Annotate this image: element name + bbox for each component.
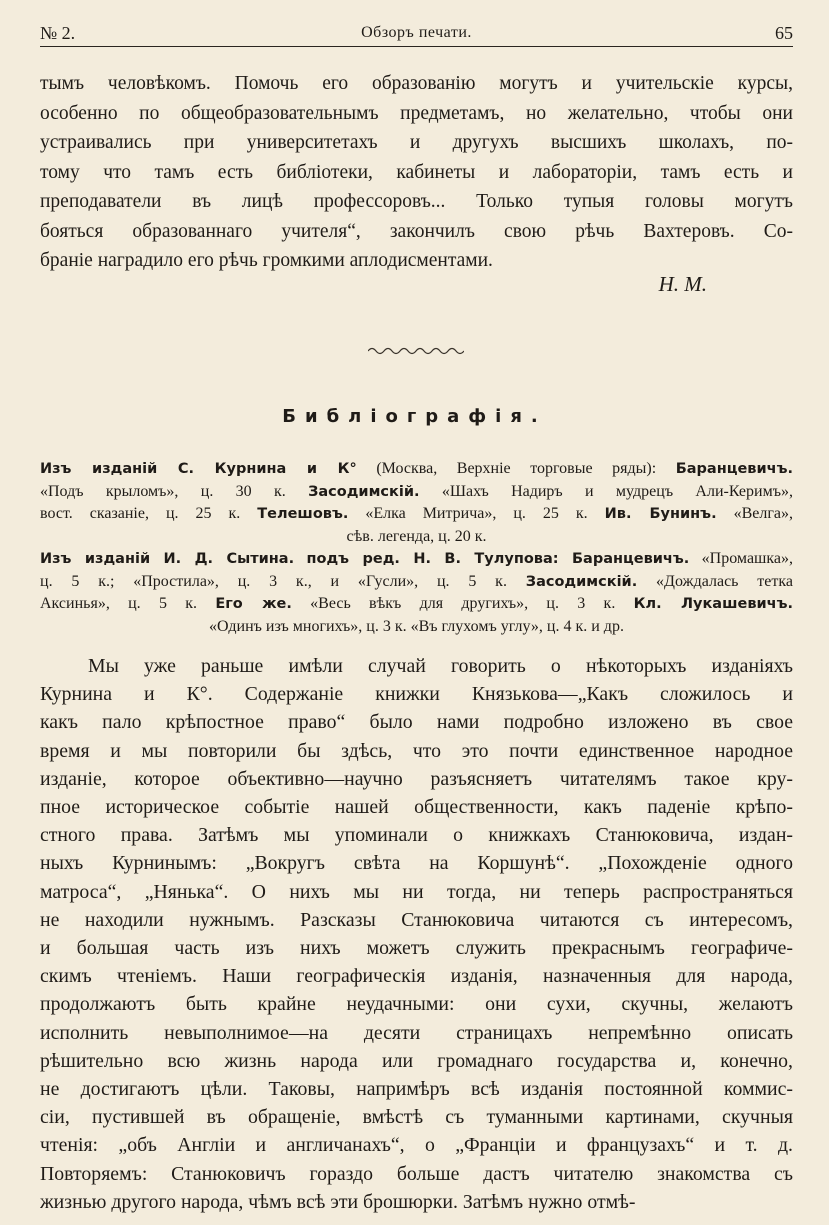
running-head [40, 18, 793, 48]
author-name: подъ ред. Н. В. Тулупова: Баранцевичъ. [306, 551, 690, 567]
text-line: не находили нужнымъ. Разсказы Станюковича читаются съ интересомъ, [40, 908, 793, 931]
entry-text: «Весь вѣкъ для другихъ», ц. 3 к. [291, 595, 634, 612]
author-name: Засодимскій. [308, 483, 420, 500]
author-name: Засодимскій. [525, 573, 638, 590]
entry-text: «Промашка», [689, 550, 793, 567]
entry-text: «Шахъ Надиръ и мудрецъ Али-Керимъ», [419, 482, 793, 500]
main-paragraph [40, 652, 793, 1216]
author-name: Телешовъ. [257, 506, 349, 522]
signature: Н. М. [658, 272, 707, 296]
bibliography-line [40, 548, 793, 571]
text-line: скимъ чтеніемъ. Наши географическія изданія, назначенныя для народа, [40, 965, 793, 988]
text-line: сіи, пустившей въ обращеніе, вмѣстѣ съ туманными картинами, скучныя [40, 1106, 793, 1129]
bibliography-line [40, 526, 793, 549]
bibliography-line [40, 593, 793, 616]
header-rule [40, 46, 793, 47]
author-name: Изъ изданій С. Курнина и К° [40, 461, 357, 477]
entry-text: сѣв. легенда, ц. 20 к. [346, 527, 487, 545]
text-line: Повторяемъ: Станюковичъ гораздо больше дастъ читателю знакомства съ [40, 1162, 793, 1185]
bibliography-line [40, 503, 793, 526]
text-line: исполнить невыполнимое—на десяти страницахъ непремѣнно описать [40, 1021, 793, 1044]
text-line: чтенія: „объ Англіи и англичанахъ“, о „Франціи и французахъ“ и т. д. [40, 1134, 793, 1157]
text-line: продолжаютъ быть крайне неудачными: они сухи, скучны, желаютъ [40, 993, 793, 1016]
text-line: рѣшительно всю жизнь народа или громаднаго государства и, конечно, [40, 1049, 793, 1072]
intro-paragraph [40, 69, 793, 276]
entry-text: Аксинья», ц. 5 к. [40, 595, 216, 612]
bibliography-line [40, 458, 793, 481]
text-line: Курнина и К°. Содержаніе книжки Князькова—„Какъ сложилось и [40, 683, 793, 706]
text-line: тому что тамъ есть библіотеки, кабинеты и лабораторіи, тамъ есть и [40, 161, 793, 183]
entry-text [294, 550, 306, 567]
entry-text: (Москва, Верхніе торговые ряды): [356, 460, 676, 477]
section-title: Библіографія. [282, 406, 547, 427]
author-name: Баранцевичъ. [675, 461, 793, 477]
text-line: время и мы повторили бы здѣсь, что это почти единственное народное [40, 739, 793, 762]
text-line: жизнью другого народа, чѣмъ всѣ эти брошюрки. Затѣмъ нужно отмѣ- [40, 1190, 636, 1213]
text-line: браніе наградило его рѣчь громкими аплодисментами. [40, 250, 493, 271]
text-line: и большая часть изъ нихъ можетъ служить прекраснымъ географиче- [40, 937, 793, 960]
text-line: особенно по общеобразовательнымъ предметамъ, но желательно, чтобы они [40, 102, 793, 124]
author-name: Его же. [215, 596, 292, 612]
text-line: какъ пало крѣпостное право“ было нами подробно изложено въ свое [40, 711, 793, 734]
author-name: Ив. Бунинъ. [604, 506, 717, 522]
text-line: бояться образованнаго учителя“, закончилъ свою рѣчь Вахтеровъ. Со- [40, 220, 793, 242]
text-line: Мы уже раньше имѣли случай говорить о нѣкоторыхъ изданіяхъ [88, 655, 793, 677]
issue-number: № 2. [40, 23, 76, 43]
text-line: устраивались при университетахъ и другухъ высшихъ школахъ, по- [40, 132, 793, 153]
entry-text: вост. сказаніе, ц. 25 к. [40, 505, 258, 522]
bibliography-line [40, 481, 793, 504]
text-line: стного права. Затѣмъ мы упоминали о книжкахъ Станюковича, издан- [40, 824, 793, 847]
text-line: преподаватели въ лицѣ профессоровъ... Только тупыя головы могутъ [40, 191, 793, 212]
text-line: изданіе, которое объективно—научно разъясняетъ читателямъ такое кру- [40, 767, 793, 790]
author-name: Изъ изданій И. Д. Сытина. [40, 551, 295, 567]
text-line: матроса“, „Нянька“. О нихъ мы ни тогда, ни теперь распространяться [40, 880, 793, 903]
page-number: 65 [775, 23, 793, 43]
journal-section-title: Обзоръ печати. [361, 24, 472, 41]
text-line: тымъ человѣкомъ. Помочь его образованію могутъ и учительскіе курсы, [40, 73, 793, 94]
entry-text: «Елка Митрича», ц. 25 к. [348, 505, 605, 522]
text-line: ныхъ Курнинымъ: „Вокругъ свѣта на Коршунѣ“. „Похожденіе одного [40, 852, 793, 875]
entry-text: «Подъ крыломъ», ц. 30 к. [40, 482, 309, 500]
bibliography-list [40, 458, 793, 638]
text-line: пное историческое событіе нашей общественности, какъ паденіе крѣпо- [40, 796, 793, 819]
wavy-divider [368, 345, 464, 357]
entry-text: «Дождалась тетка [637, 572, 793, 590]
bibliography-line [40, 616, 793, 639]
entry-text: «Одинъ изъ многихъ», ц. 3 к. «Въ глухомъ углу», ц. 4 к. и др. [209, 617, 624, 635]
entry-text: ц. 5 к.; «Простила», ц. 3 к., и «Гусли», ц. 5 к. [40, 572, 526, 590]
bibliography-line [40, 571, 793, 594]
author-name: Кл. Лукашевичъ. [633, 596, 793, 612]
entry-text: «Велга», [716, 505, 793, 522]
text-line: не достигаютъ цѣли. Таковы, напримѣръ всѣ изданія постоянной коммис- [40, 1078, 793, 1101]
